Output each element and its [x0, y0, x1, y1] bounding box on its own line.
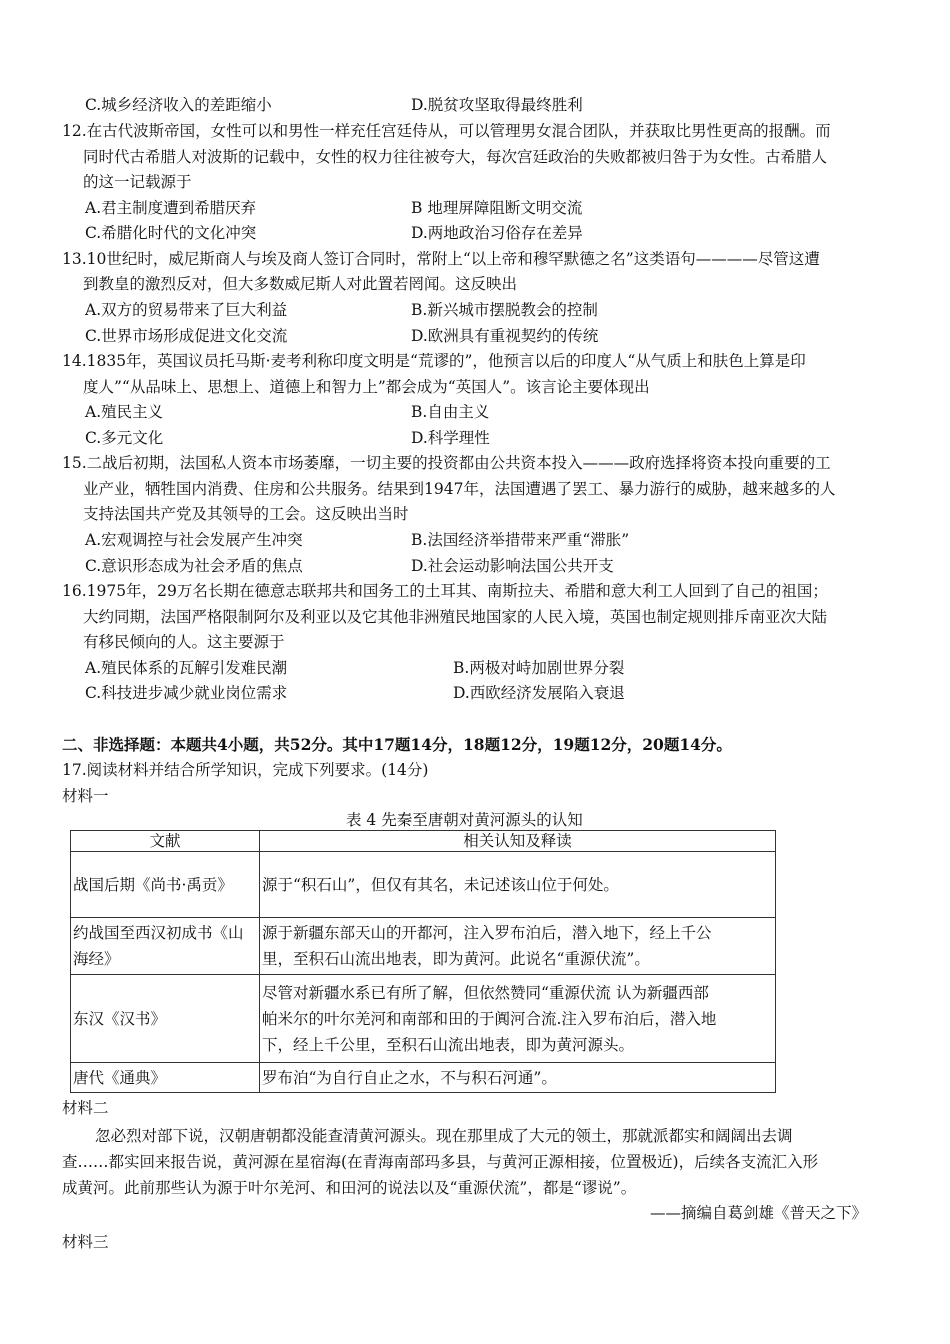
q13-option-b: B.新兴城市摆脱教会的控制: [411, 301, 598, 319]
cell-line: 战国后期《尚书·禹贡》: [73, 875, 233, 894]
q15-option-b: B.法国经济举措带来严重“滞胀”: [411, 531, 630, 549]
q16-option-b: B.两极对峙加剧世界分裂: [453, 659, 625, 677]
material2-line2: 查……都实回来报告说，黄河源在星宿海(在青海南部玛多县，与黄河正源相接，位置极近)，后续各支流汇入形: [62, 1153, 819, 1171]
table-cell-source: [71, 975, 260, 1063]
q16-stem-line1: 16.1975年，29万名长期在德意志联邦共和国务工的土耳其、南斯拉夫、希腊和意大利工人回到了自己的祖国；: [62, 582, 828, 600]
q12-stem-line2: 同时代古希腊人对波斯的记载中，女性的权力往往被夸大，每次宫廷政治的失败都被归咎于为女性。古希腊人: [83, 148, 828, 166]
table-cell-content: [260, 975, 776, 1063]
q14-option-c: C.多元文化: [85, 429, 164, 447]
table-cell-source: [71, 1063, 260, 1093]
table-cell-content: [260, 852, 776, 918]
material2-citation: ——摘编自葛剑雄《普天之下》: [650, 1204, 868, 1222]
q14-option-b: B.自由主义: [411, 403, 490, 421]
q12-stem-line1: 12.在古代波斯帝国，女性可以和男性一样充任宫廷侍从，可以管理男女混合团队，并获取比男性更高的报酬。而: [62, 122, 831, 140]
material2-line3: 成黄河。此前那些认为源于叶尔羌河、和田河的说法以及“重源伏流”，都是“谬说”。: [62, 1179, 637, 1197]
q12-option-b: B 地理屏障阻断文明交流: [411, 199, 583, 217]
cell-line: 源于新疆东部天山的开都河，注入罗布泊后，潜入地下，经上千公: [262, 924, 712, 942]
material2-label: 材料二: [62, 1099, 109, 1117]
table-cell-content: [260, 918, 776, 975]
q12-option-a: A.君主制度遭到希腊厌弃: [85, 199, 257, 217]
table-caption: 表 4 先秦至唐朝对黄河源头的认知: [346, 811, 583, 829]
cell-line: 帕米尔的叶尔羌河和南部和田的于阗河合流.注入罗布泊后，潜入地: [262, 1009, 717, 1028]
cell-line: 海经》: [73, 950, 120, 968]
q13-option-a: A.双方的贸易带来了巨大利益: [85, 301, 288, 319]
cell-line: 罗布泊“为自行自止之水，不与积石河通”。: [262, 1068, 557, 1087]
cell-line: 东汉《汉书》: [73, 1009, 167, 1028]
q15-stem-line2: 业产业，牺牲国内消费、住房和公共服务。结果到1947年，法国遭遇了罢工、暴力游行的威胁，越来越多的人: [83, 480, 836, 498]
q15-option-c: C.意识形态成为社会矛盾的焦点: [85, 557, 303, 575]
material1-label: 材料一: [62, 787, 109, 805]
table-header-row: [71, 831, 776, 852]
cell-line: 源于“积石山”，但仅有其名，未记述该山位于何处。: [262, 875, 619, 894]
q12-option-d: D.两地政治习俗存在差异: [411, 224, 583, 242]
table-header-content: 相关认知及释读: [260, 831, 776, 852]
recognition-table: [70, 830, 776, 1093]
q14-option-d: D.科学理性: [411, 429, 490, 447]
q16-option-a: A.殖民体系的瓦解引发难民潮: [85, 659, 288, 677]
table-row: [71, 1063, 776, 1093]
q16-option-d: D.西欧经济发展陷入衰退: [453, 684, 625, 702]
q16-stem-line3: 有移民倾向的人。这主要源于: [83, 633, 285, 651]
q13-option-d: D.欧洲具有重视契约的传统: [411, 327, 599, 345]
q11-option-d: D.脱贫攻坚取得最终胜利: [411, 96, 583, 114]
cell-line: 约战国至西汉初成书《山: [73, 924, 244, 942]
q11-option-c: C.城乡经济收入的差距缩小: [85, 96, 272, 114]
table-header-source: 文献: [71, 831, 260, 852]
cell-line: 下，经上千公里，至积石山流出地表，即为黄河源头。: [262, 1035, 635, 1054]
q15-option-d: D.社会运动影响法国公共开支: [411, 557, 614, 575]
cell-line: 唐代《通典》: [73, 1068, 167, 1087]
q15-stem-line1: 15.二战后初期，法国私人资本市场萎靡，一切主要的投资都由公共资本投入———政府选择将资本投向重要的工: [62, 454, 831, 472]
table-row: [71, 852, 776, 918]
q12-option-c: C.希腊化时代的文化冲突: [85, 224, 257, 242]
q14-stem-line1: 14.1835年，英国议员托马斯·麦考利称印度文明是“荒谬的”，他预言以后的印度人“从气质上和肤色上算是印: [62, 352, 806, 370]
q13-option-c: C.世界市场形成促进文化交流: [85, 327, 288, 345]
table-cell-content: [260, 1063, 776, 1093]
table-row: [71, 975, 776, 1063]
q14-stem-line2: 度人”“从品味上、思想上、道德上和智力上”都会成为“英国人”。该言论主要体现出: [83, 378, 650, 396]
cell-line: 里，至积石山流出地表，即为黄河。此说名“重源伏流”。: [262, 950, 650, 968]
q16-stem-line2: 大约同期，法国严格限制阿尔及利亚以及它其他非洲殖民地国家的人民入境，英国也制定规则排斥南亚次大陆: [83, 608, 828, 626]
q12-stem-line3: 的这一记载源于: [83, 173, 192, 191]
material2-line1: 忽必烈对部下说，汉朝唐朝都没能查清黄河源头。现在那里成了大元的领土，那就派都实和阔阔出去调: [95, 1127, 793, 1145]
material3-label: 材料三: [62, 1233, 109, 1251]
q15-stem-line3: 支持法国共产党及其领导的工会。这反映出当时: [83, 505, 409, 523]
q14-option-a: A.殖民主义: [85, 403, 164, 421]
table-cell-source: [71, 852, 260, 918]
section2-heading: 二、非选择题：本题共4小题，共52分。其中17题14分，18题12分，19题12分，20题14分。: [62, 735, 732, 754]
q13-stem-line1: 13.10世纪时，威尼斯商人与埃及商人签订合同时，常附上“以上帝和穆罕默德之名”这类语句————尽管这遭: [62, 250, 820, 268]
table-cell-source: [71, 918, 260, 975]
q13-stem-line2: 到教皇的激烈反对，但大多数威尼斯人对此置若罔闻。这反映出: [83, 275, 518, 293]
q17-intro: 17.阅读材料并结合所学知识，完成下列要求。(14分): [62, 761, 429, 779]
table-row: [71, 918, 776, 975]
q15-option-a: A.宏观调控与社会发展产生冲突: [85, 531, 303, 549]
cell-line: 尽管对新疆水系已有所了解，但依然赞同“重源伏流 认为新疆西部: [262, 983, 709, 1002]
q16-option-c: C.科技进步减少就业岗位需求: [85, 684, 288, 702]
